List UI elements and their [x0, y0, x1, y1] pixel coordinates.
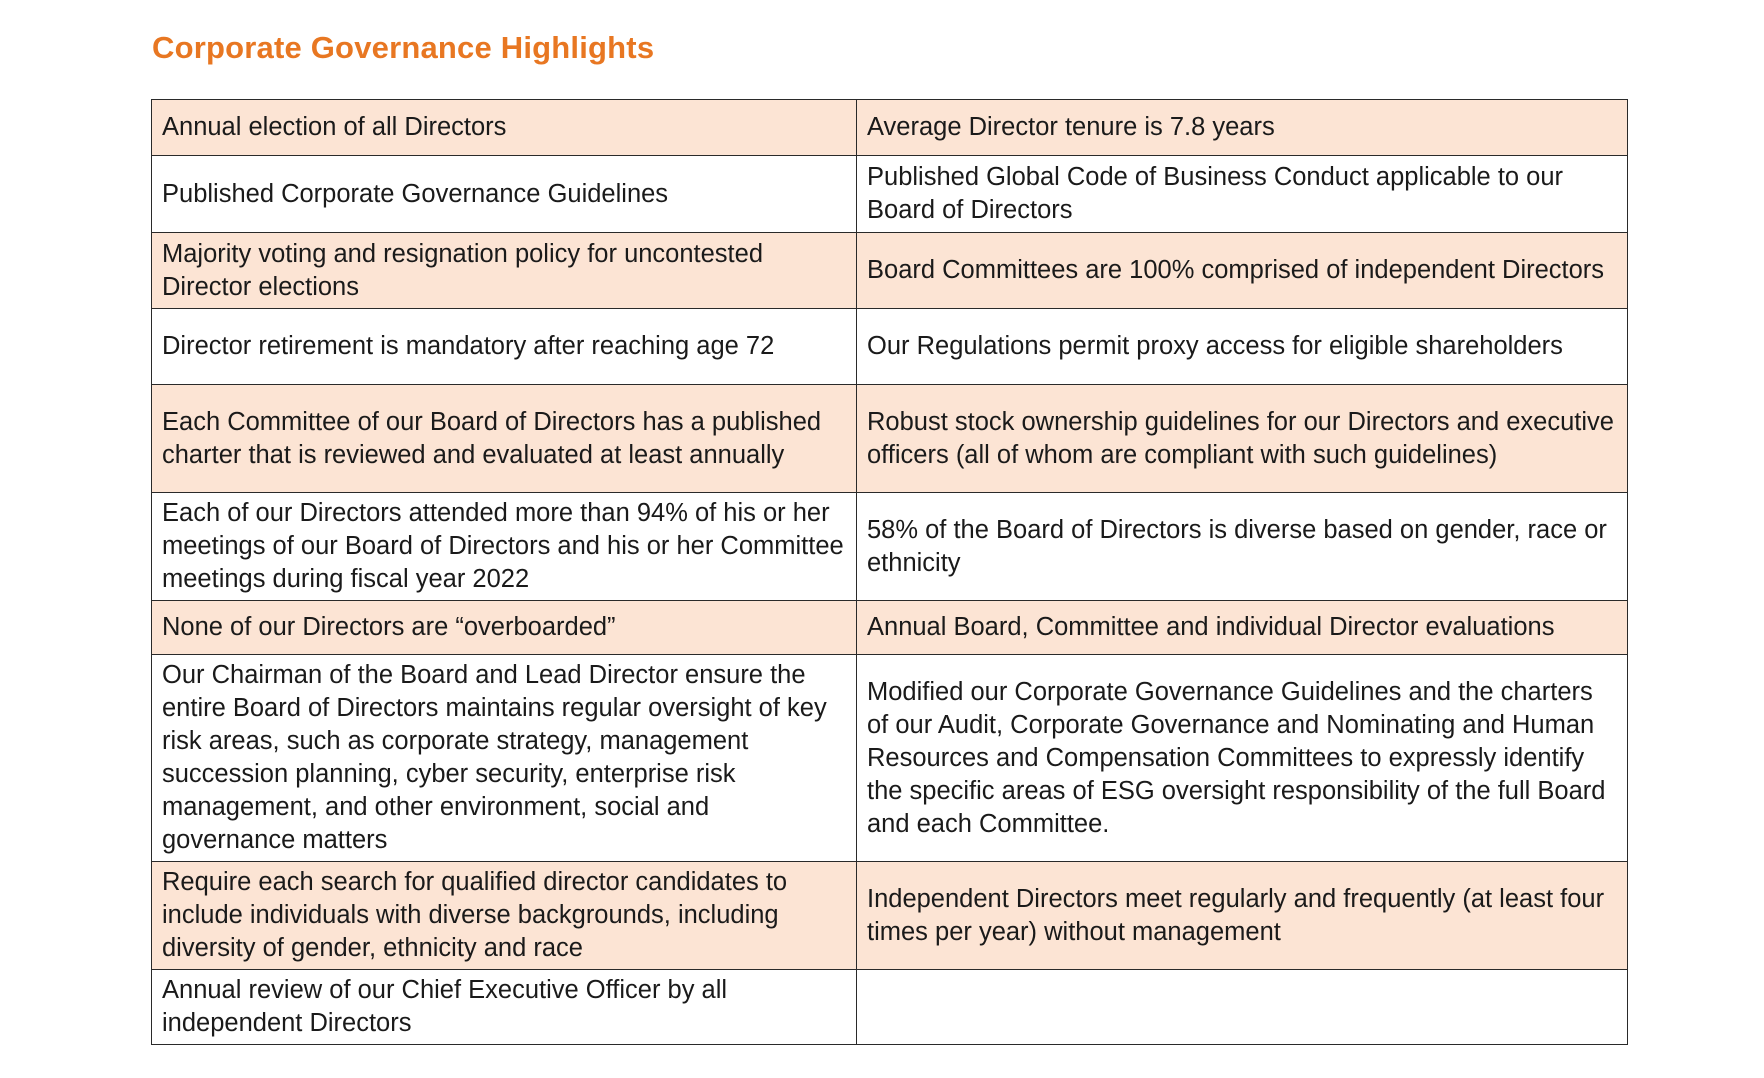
governance-highlights-table — [151, 99, 1628, 1045]
table-cell-right: Annual Board, Committee and individual Director evaluations — [857, 601, 1628, 655]
table-row — [152, 100, 1628, 156]
table-cell-left: Annual election of all Directors — [152, 100, 857, 156]
table-row — [152, 862, 1628, 970]
table-row — [152, 655, 1628, 862]
table-cell-right: Modified our Corporate Governance Guidelines and the charters of our Audit, Corporate Governance and Nominating and Human Resources and Compensation Committees to expressly identify the specific areas of ESG oversight responsibility of the full Board and each Committee. — [857, 655, 1628, 862]
table-cell-left: Our Chairman of the Board and Lead Director ensure the entire Board of Directors maintains regular oversight of key risk areas, such as corporate strategy, management succession planning, cyber security, enterprise risk management, and other environment, social and governance matters — [152, 655, 857, 862]
page-title: Corporate Governance Highlights — [152, 30, 655, 65]
table-row — [152, 601, 1628, 655]
table-cell-left: Annual review of our Chief Executive Officer by all independent Directors — [152, 970, 857, 1045]
table-cell-left: Published Corporate Governance Guidelines — [152, 156, 857, 233]
table-cell-right: Board Committees are 100% comprised of independent Directors — [857, 233, 1628, 309]
table-cell-left: Majority voting and resignation policy for uncontested Director elections — [152, 233, 857, 309]
table-cell-right: Robust stock ownership guidelines for our Directors and executive officers (all of whom are compliant with such guidelines) — [857, 385, 1628, 493]
table-cell-right: Published Global Code of Business Conduct applicable to our Board of Directors — [857, 156, 1628, 233]
table-cell-left: Director retirement is mandatory after reaching age 72 — [152, 309, 857, 385]
table-row — [152, 309, 1628, 385]
table-cell-right: Average Director tenure is 7.8 years — [857, 100, 1628, 156]
table-row — [152, 970, 1628, 1045]
table-cell-right: Independent Directors meet regularly and frequently (at least four times per year) without management — [857, 862, 1628, 970]
table-row — [152, 493, 1628, 601]
table-row — [152, 233, 1628, 309]
table-row — [152, 156, 1628, 233]
table-cell-right: Our Regulations permit proxy access for eligible shareholders — [857, 309, 1628, 385]
table-cell-right: 58% of the Board of Directors is diverse based on gender, race or ethnicity — [857, 493, 1628, 601]
table-cell-left: Each Committee of our Board of Directors has a published charter that is reviewed and evaluated at least annually — [152, 385, 857, 493]
table-row — [152, 385, 1628, 493]
table-cell-left: Require each search for qualified director candidates to include individuals with diverse backgrounds, including diversity of gender, ethnicity and race — [152, 862, 857, 970]
table-cell-right — [857, 970, 1628, 1045]
table-cell-left: None of our Directors are “overboarded” — [152, 601, 857, 655]
table-cell-left: Each of our Directors attended more than 94% of his or her meetings of our Board of Directors and his or her Committee meetings during fiscal year 2022 — [152, 493, 857, 601]
